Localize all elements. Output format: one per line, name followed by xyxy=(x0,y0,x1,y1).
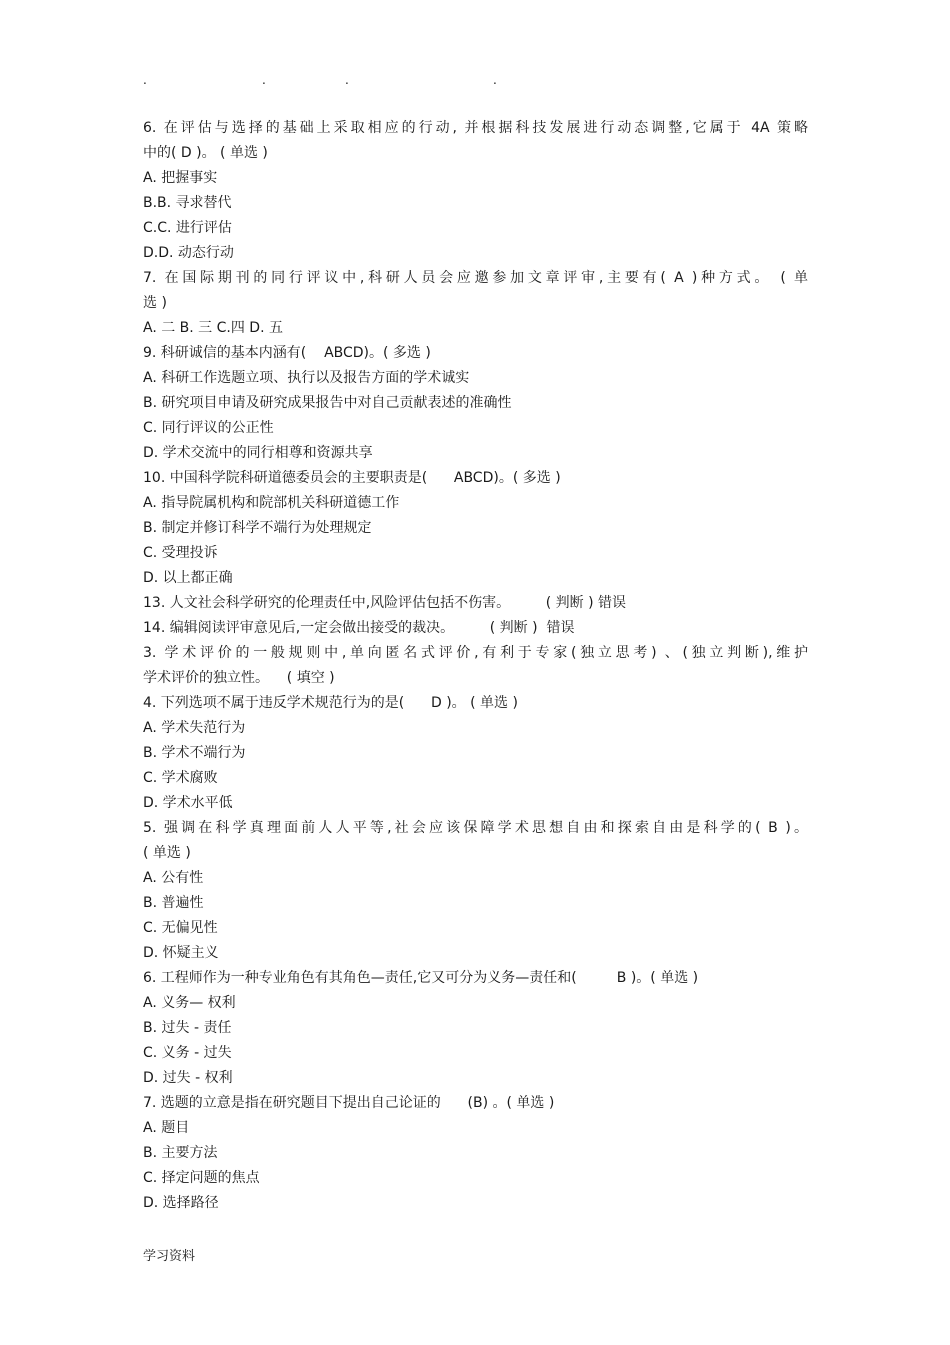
option-line: A. 二 B. 三 C.四 D. 五 xyxy=(143,320,283,336)
option-line: A. 义务— 权利 xyxy=(143,995,236,1011)
option-line: A. 把握事实 xyxy=(143,170,218,186)
document-body xyxy=(143,116,808,1216)
question-6b: 6. 工程师作为一种专业角色有其角色—责任,它又可分为义务—责任和( B )。( 单选 ) xyxy=(143,970,699,986)
header-dots xyxy=(0,72,950,88)
question-14: 14. 编辑阅读评审意见后,一定会做出接受的裁决。 ( 判断 ) 错误 xyxy=(143,620,575,636)
header-dot: . xyxy=(345,73,349,87)
question-3-line-2: 学术评价的独立性。 ( 填空 ) xyxy=(143,670,335,686)
page-footer: 学习资料 xyxy=(143,1249,196,1264)
question-7-line-2: 选 ) xyxy=(143,295,167,311)
question-5-line-2: ( 单选 ) xyxy=(143,845,191,861)
option-line: D. 过失 - 权利 xyxy=(143,1070,233,1086)
header-dot: . xyxy=(262,73,266,87)
option-line: B. 制定并修订科学不端行为处理规定 xyxy=(143,520,372,536)
option-line: D. 学术水平低 xyxy=(143,795,233,811)
option-line: A. 学术失范行为 xyxy=(143,720,246,736)
option-line: D. 选择路径 xyxy=(143,1195,219,1211)
question-6-line-2: 中的( D )。 ( 单选 ) xyxy=(143,145,268,161)
option-line: D. 以上都正确 xyxy=(143,570,233,586)
option-line: D. 学术交流中的同行相尊和资源共享 xyxy=(143,445,373,461)
option-line: C. 无偏见性 xyxy=(143,920,218,936)
option-line: B. 普遍性 xyxy=(143,895,204,911)
question-4: 4. 下列选项不属于违反学术规范行为的是( D )。 ( 单选 ) xyxy=(143,695,518,711)
option-line: C. 同行评议的公正性 xyxy=(143,420,274,436)
header-dot: . xyxy=(493,73,497,87)
option-line: A. 题目 xyxy=(143,1120,190,1136)
option-line: D.D. 动态行动 xyxy=(143,245,234,261)
question-13: 13. 人文社会科学研究的伦理责任中,风险评估包括不伤害。 ( 判断 ) 错误 xyxy=(143,595,627,611)
question-9: 9. 科研诚信的基本内涵有( ABCD)。( 多选 ) xyxy=(143,345,431,361)
option-line: B.B. 寻求替代 xyxy=(143,195,232,211)
option-line: C. 学术腐败 xyxy=(143,770,218,786)
option-line: B. 研究项目申请及研究成果报告中对自己贡献表述的准确性 xyxy=(143,395,512,411)
option-line: C.C. 进行评估 xyxy=(143,220,232,236)
question-3-line-1: 3. 学术评价的一般规则中,单向匿名式评价,有利于专家(独立思考) 、(独立判断),维护 xyxy=(143,645,808,661)
option-line: C. 受理投诉 xyxy=(143,545,218,561)
option-line: A. 公有性 xyxy=(143,870,204,886)
question-6-line-1: 6. 在评估与选择的基础上采取相应的行动, 并根据科技发展进行动态调整,它属于 4A 策略 xyxy=(143,120,808,136)
option-line: B. 主要方法 xyxy=(143,1145,218,1161)
question-7b: 7. 选题的立意是指在研究题目下提出自己论证的 (B) 。( 单选 ) xyxy=(143,1095,555,1111)
option-line: A. 科研工作选题立项、执行以及报告方面的学术诚实 xyxy=(143,370,470,386)
header-dot: . xyxy=(143,73,147,87)
option-line: B. 学术不端行为 xyxy=(143,745,246,761)
question-10: 10. 中国科学院科研道德委员会的主要职责是( ABCD)。( 多选 ) xyxy=(143,470,561,486)
option-line: D. 怀疑主义 xyxy=(143,945,219,961)
option-line: A. 指导院属机构和院部机关科研道德工作 xyxy=(143,495,400,511)
option-line: C. 择定问题的焦点 xyxy=(143,1170,260,1186)
question-7-line-1: 7. 在国际期刊的同行评议中,科研人员会应邀参加文章评审,主要有( A )种方式。 ( 单 xyxy=(143,270,808,286)
question-5-line-1: 5. 强调在科学真理面前人人平等,社会应该保障学术思想自由和探索自由是科学的( B )。 xyxy=(143,820,808,836)
option-line: B. 过失 - 责任 xyxy=(143,1020,232,1036)
option-line: C. 义务 - 过失 xyxy=(143,1045,232,1061)
